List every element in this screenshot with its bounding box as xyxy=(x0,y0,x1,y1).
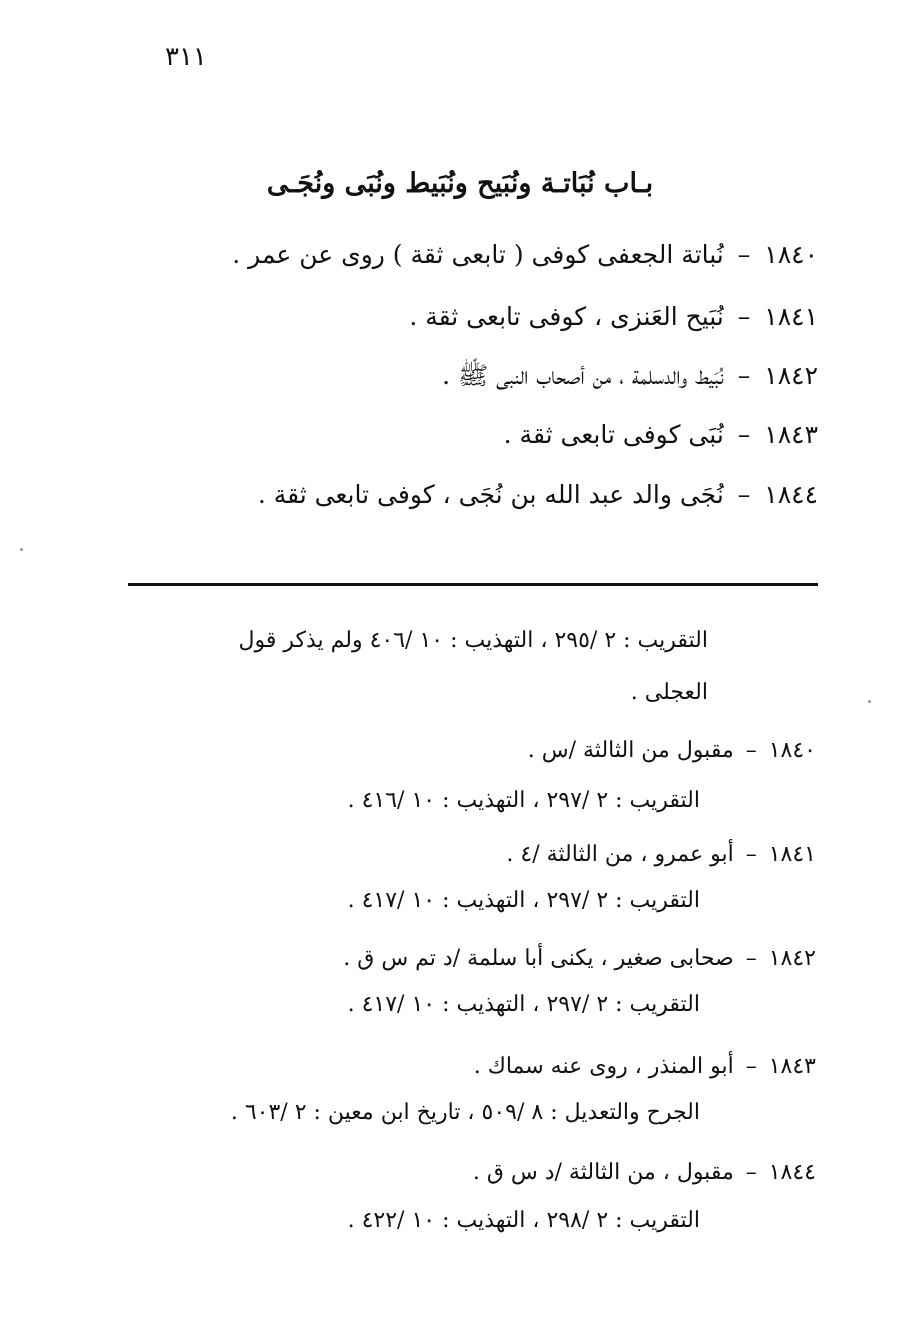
entry-dash: – xyxy=(737,240,751,269)
entry-1842 xyxy=(442,360,818,397)
footnote-intro-line2: العجلى . xyxy=(630,680,708,705)
footnote-1840-line2: التقريب : ٢ /٢٩٧ ، التهذيب : ١٠ /٤١٦ . xyxy=(347,788,700,813)
footnote-text: مقبول ، من الثالثة /د س ق . xyxy=(472,1160,734,1185)
footnote-intro-line1: التقريب : ٢ /٢٩٥ ، التهذيب : ١٠ /٤٠٦ ولم يذكر قول xyxy=(238,628,708,653)
footnote-text: صحابى صغير ، يكنى أبا سلمة /د تم س ق . xyxy=(343,946,734,971)
entry-1844 xyxy=(258,480,818,509)
entry-number: ١٨٤٠ xyxy=(764,240,818,269)
entry-text: نُبَيط والدسلمة ، من أصحاب النبى ﷺ . xyxy=(442,361,724,390)
footnote-1841-line2: التقريب : ٢ /٢٩٧ ، التهذيب : ١٠ /٤١٧ . xyxy=(347,888,700,913)
footnote-text: مقبول من الثالثة /س . xyxy=(527,738,734,763)
entry-number: ١٨٤١ xyxy=(764,302,818,331)
footnote-1844-line1 xyxy=(473,1160,816,1185)
footnote-1842-line2: التقريب : ٢ /٢٩٧ ، التهذيب : ١٠ /٤١٧ . xyxy=(347,992,700,1017)
footnote-text: أبو عمرو ، من الثالثة /٤ . xyxy=(506,842,734,867)
scan-speck xyxy=(20,548,23,551)
footnote-number: ١٨٤٤ xyxy=(768,1160,816,1185)
footnote-1843-line2: الجرح والتعديل : ٨ /٥٠٩ ، تاريخ ابن معين : ٢ /٦٠٣ . xyxy=(230,1100,700,1125)
footnote-1843-line1 xyxy=(474,1054,816,1079)
footnote-1842-line1 xyxy=(343,946,816,971)
footnote-1840-line1 xyxy=(528,738,816,763)
entry-text: نُبَيح العَنزى ، كوفى تابعى ثقة . xyxy=(409,302,724,331)
scan-speck xyxy=(868,700,871,703)
page-number: ٣١١ xyxy=(165,42,207,72)
entry-1843 xyxy=(504,420,818,449)
entry-dash: – xyxy=(737,361,751,390)
chapter-heading: بـاب نُبَاتـة ونُبَيح ونُبَيط ونُبَى ونُجَـى xyxy=(266,168,654,199)
entry-number: ١٨٤٤ xyxy=(764,480,818,509)
footnote-dash: – xyxy=(745,1160,757,1185)
entry-number: ١٨٤٢ xyxy=(764,361,818,390)
entry-number: ١٨٤٣ xyxy=(764,420,818,449)
entry-dash: – xyxy=(737,420,751,449)
footnote-dash: – xyxy=(745,1054,757,1079)
footnote-1841-line1 xyxy=(506,842,816,867)
entry-text: نُباتة الجعفى كوفى ( تابعى ثقة ) روى عن عمر . xyxy=(232,240,724,269)
footnote-dash: – xyxy=(745,946,757,971)
entry-text: نُبَى كوفى تابعى ثقة . xyxy=(503,420,724,449)
entry-dash: – xyxy=(737,302,751,331)
entry-text: نُجَى والد عبد الله بن نُجَى ، كوفى تابعى ثقة . xyxy=(257,480,724,509)
footnote-text: أبو المنذر ، روى عنه سماك . xyxy=(473,1054,734,1079)
entry-1840 xyxy=(232,240,818,269)
footnote-dash: – xyxy=(745,842,757,867)
entry-dash: – xyxy=(737,480,751,509)
footnote-number: ١٨٤٠ xyxy=(768,738,816,763)
footnote-number: ١٨٤١ xyxy=(768,842,816,867)
footnote-separator xyxy=(128,583,818,586)
footnote-number: ١٨٤٣ xyxy=(768,1054,816,1079)
footnote-1844-line2: التقريب : ٢ /٢٩٨ ، التهذيب : ١٠ /٤٢٢ . xyxy=(347,1208,700,1233)
footnote-number: ١٨٤٢ xyxy=(768,946,816,971)
entry-1841 xyxy=(409,302,818,331)
footnote-dash: – xyxy=(745,738,757,763)
